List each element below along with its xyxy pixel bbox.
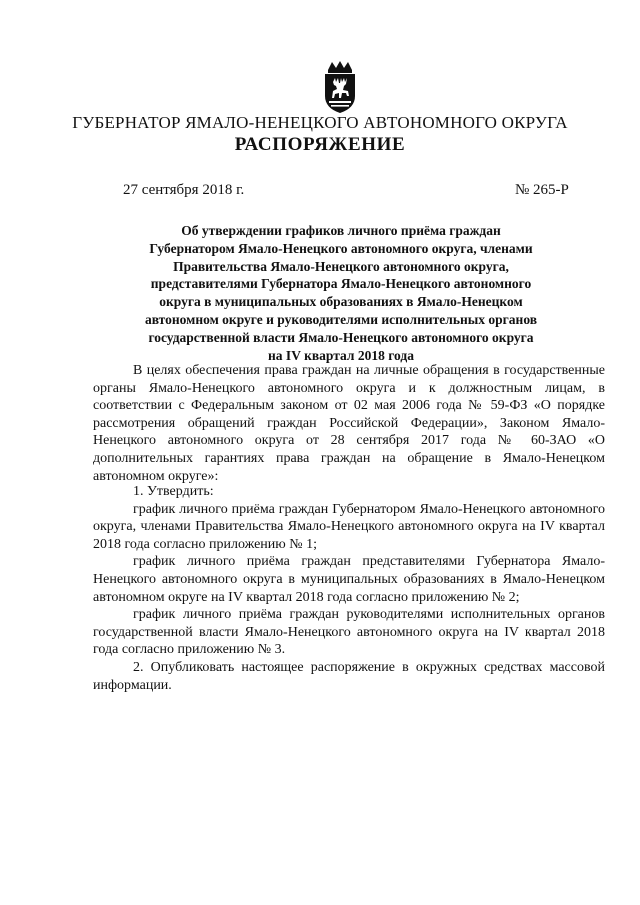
subject-line: государственной власти Ямало-Ненецкого автономного округа [148,329,534,345]
item-1-schedule-representatives: график личного приёма граждан представителями Губернатора Ямало-Ненецкого автономного округа в муниципальных образованиях в Ямало-Ненецком автономном округе на IV квартал 2018 года согласно приложению № 2; [93,554,605,605]
subject-line: Губернатором Ямало-Ненецкого автономного округа, членами [149,240,533,256]
item-2-publication: 2. Опубликовать настоящее распоряжение в окружных средствах массовой информации. [93,659,605,693]
subject-line: представителями Губернатора Ямало-Ненецкого автономного [150,276,532,292]
subject-line: округа в муниципальных образованиях в Ямало-Ненецком [159,294,523,310]
document-type-title: РАСПОРЯЖЕНИЕ [234,134,406,155]
subject-line: на IV квартал 2018 года [268,347,414,363]
preamble-paragraph: В целях обеспечения права граждан на личные обращения в государственные органы Ямало-Ненецкого автономного округа и к должностным лицам, в соответствии с Федеральным законом от 02 мая 2006 года № 59-ФЗ «О порядке рассмотрения обращений граждан Российской Федерации», Законом Ямало-Ненецкого автономного округа от 28 сентября 2017 года № 60-ЗАО «О дополнительных гарантиях права граждан на обращение в Ямало-Ненецком автономном округе»: [93,363,605,484]
subject-line: Об утверждении графиков личного приёма граждан [181,223,501,238]
item-1-schedule-governor: график личного приёма граждан Губернатором Ямало-Ненецкого автономного округа, членами Правительства Ямало-Ненецкого автономного округа на IV квартал 2018 года согласно приложению № 1; [93,501,605,552]
coat-of-arms-icon [318,60,362,114]
governor-title: ГУБЕРНАТОР ЯМАЛО-НЕНЕЦКОГО АВТОНОМНОГО ОКРУГА [72,113,568,132]
document-date: 27 сентября 2018 г. [123,182,245,198]
subject-line: автономном округе и руководителями исполнительных органов [144,311,538,327]
decision-section [93,483,605,694]
subject-line: Правительства Ямало-Ненецкого автономного округа, [173,258,509,274]
document-subject [110,222,572,364]
document-number: № 265-Р [515,182,569,198]
preamble-section [93,362,605,485]
item-1-heading: 1. Утвердить: [133,484,214,499]
item-1-schedule-executive-bodies: график личного приёма граждан руководителями исполнительных органов государственной власти Ямало-Ненецкого автономного округа на IV квартал 2018 года согласно приложению № 3. [93,607,605,658]
